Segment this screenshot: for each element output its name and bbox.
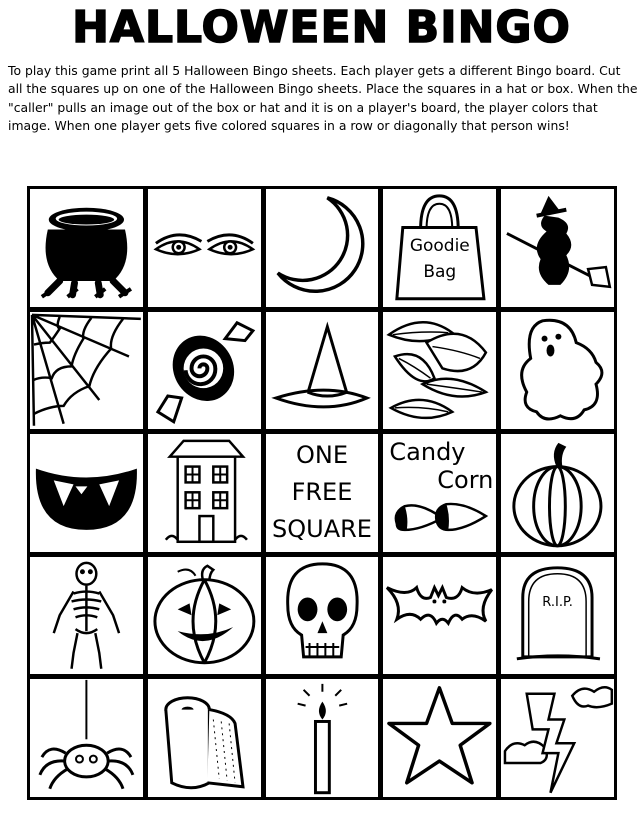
ghost-icon (501, 312, 614, 430)
bingo-square-leaves[interactable] (383, 312, 496, 430)
cauldron-icon (30, 189, 143, 307)
moon-icon (266, 189, 379, 307)
bingo-square-moon[interactable] (266, 189, 379, 307)
witch-icon (501, 189, 614, 307)
bingo-square-ghost[interactable] (501, 312, 614, 430)
spiderweb-icon (30, 312, 143, 430)
toilet-paper-icon (148, 679, 261, 797)
bingo-square-free[interactable] (266, 434, 379, 552)
bingo-square-cauldron[interactable] (30, 189, 143, 307)
spider-icon (30, 679, 143, 797)
bingo-square-pumpkin[interactable] (501, 434, 614, 552)
bingo-square-witch[interactable] (501, 189, 614, 307)
candy-label: Candy (389, 438, 466, 467)
bingo-square-toilet-paper[interactable] (148, 679, 261, 797)
bingo-square-jack-o-lantern[interactable] (148, 557, 261, 675)
instructions-text: To play this game print all 5 Halloween Bingo sheets. Each player gets a different Bingo board. Cut all the squares up on one of the Halloween Bingo sheets. Place the squares in a hat or box. When the "caller" pulls an image out of the box or hat and it is on a player's board, the player colors that image. When one player gets five colored squares in a row or diagonally that person wins! (8, 63, 638, 134)
lightning-icon (501, 679, 614, 797)
bingo-square-skeleton[interactable] (30, 557, 143, 675)
bingo-square-spider[interactable] (30, 679, 143, 797)
free-free-label: FREE (291, 478, 353, 507)
corn-label: Corn (437, 466, 494, 495)
tombstone-icon (501, 557, 614, 675)
haunted-house-icon (148, 434, 261, 552)
bingo-square-bat[interactable] (383, 557, 496, 675)
free-one-label: ONE (295, 441, 348, 470)
bingo-square-lightning[interactable] (501, 679, 614, 797)
candle-icon (266, 679, 379, 797)
witch-hat-icon (266, 312, 379, 430)
bingo-square-candy-corn[interactable] (383, 434, 496, 552)
bingo-square-haunted-house[interactable] (148, 434, 261, 552)
bingo-square-skull[interactable] (266, 557, 379, 675)
free-square-label (266, 434, 379, 552)
leaves-icon (383, 312, 496, 430)
goodie-label: Goodie (409, 236, 470, 256)
vampire-mouth-icon (30, 434, 143, 552)
page-title: HALLOWEEN BINGO (72, 2, 571, 53)
bingo-square-spiderweb[interactable] (30, 312, 143, 430)
goodie-bag-label (383, 233, 496, 285)
eyes-icon (148, 189, 261, 307)
bingo-square-vampire-mouth[interactable] (30, 434, 143, 552)
pumpkin-icon (501, 434, 614, 552)
bingo-square-tombstone[interactable] (501, 557, 614, 675)
bingo-square-candy[interactable] (148, 312, 261, 430)
bingo-square-candle[interactable] (266, 679, 379, 797)
bat-icon (383, 557, 496, 675)
bingo-square-star[interactable] (383, 679, 496, 797)
free-square-word-label: SQUARE (272, 515, 372, 544)
star-icon (383, 679, 496, 797)
candy-corn-icon (383, 434, 496, 552)
tombstone-label: R.I.P. (542, 594, 573, 610)
bingo-square-goodie-bag[interactable] (383, 189, 496, 307)
skull-icon (266, 557, 379, 675)
jack-o-lantern-icon (148, 557, 261, 675)
bingo-square-eyes[interactable] (148, 189, 261, 307)
skeleton-icon (30, 557, 143, 675)
candy-icon (148, 312, 261, 430)
bag-label: Bag (423, 262, 457, 282)
bingo-board (27, 186, 617, 800)
bingo-square-witch-hat[interactable] (266, 312, 379, 430)
